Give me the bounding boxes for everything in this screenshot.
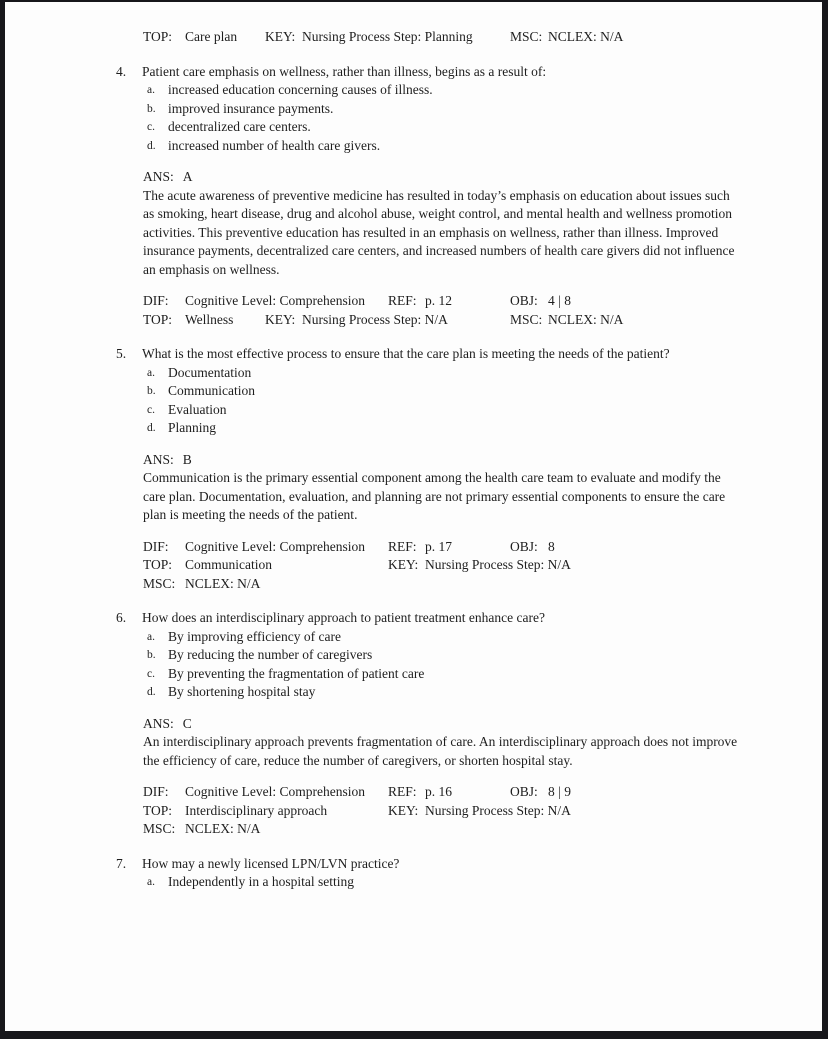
meta-value: p. 12 <box>425 293 452 308</box>
meta-label: KEY: <box>265 311 296 327</box>
answer-value: A <box>182 169 193 184</box>
meta-label: REF: <box>388 784 417 799</box>
answer-option <box>5 665 822 684</box>
answer-line <box>143 715 822 734</box>
answer-line <box>143 451 822 470</box>
option-letter: b. <box>147 385 156 397</box>
option-letter: d. <box>147 139 156 152</box>
question-7 <box>5 855 822 892</box>
meta-label: DIF: <box>143 538 169 554</box>
meta-label: REF: <box>388 293 417 308</box>
option-text: Evaluation <box>168 401 227 417</box>
option-text: Planning <box>168 420 217 435</box>
meta-value: Nursing Process Step: N/A <box>425 802 571 818</box>
option-text: By preventing the fragmentation of patient care <box>168 665 425 681</box>
meta-label: DIF: <box>143 293 169 308</box>
meta-value: 8 | 9 <box>548 784 571 799</box>
answer-option <box>5 137 822 156</box>
question-stem-row <box>5 63 822 82</box>
meta-label: DIF: <box>143 784 169 799</box>
meta-row <box>5 556 822 575</box>
question-4 <box>5 63 822 330</box>
answer-option <box>5 364 822 383</box>
meta-row <box>5 311 822 330</box>
option-text: improved insurance payments. <box>168 100 334 116</box>
option-text: Independently in a hospital setting <box>168 874 354 889</box>
option-letter: c. <box>147 121 155 133</box>
question-number: 6. <box>116 610 127 625</box>
meta-label: REF: <box>388 538 417 554</box>
option-letter: d. <box>147 686 156 698</box>
meta-value: Nursing Process Step: N/A <box>302 311 448 327</box>
meta-label: OBJ: <box>510 784 538 799</box>
meta-value: NCLEX: N/A <box>185 575 261 591</box>
meta-row <box>5 802 822 821</box>
answer-label: ANS: <box>143 715 174 731</box>
option-text: By shortening hospital stay <box>168 684 316 699</box>
option-text: decentralized care centers. <box>168 119 311 134</box>
meta-label: KEY: <box>388 557 419 572</box>
answer-option <box>5 419 822 438</box>
question-stem: What is the most effective process to ensure that the care plan is meeting the needs of the patient? <box>142 346 670 361</box>
meta-value: Care plan <box>185 29 238 44</box>
answer-option <box>5 100 822 119</box>
meta-label: TOP: <box>143 29 173 44</box>
option-letter: d. <box>147 422 156 434</box>
meta-value: 8 <box>548 538 555 554</box>
meta-label: OBJ: <box>510 293 538 308</box>
meta-label: KEY: <box>265 29 296 44</box>
question-number: 7. <box>116 855 127 871</box>
meta-row <box>5 575 822 594</box>
question-stem: How may a newly licensed LPN/LVN practice? <box>142 855 400 871</box>
meta-value: 4 | 8 <box>548 293 571 308</box>
question-number: 5. <box>116 346 127 361</box>
answer-option <box>5 382 822 401</box>
meta-block <box>5 783 822 839</box>
document-page <box>5 2 822 1031</box>
option-text: By improving efficiency of care <box>168 628 341 644</box>
answer-label: ANS: <box>143 169 174 184</box>
answer-value: B <box>182 451 192 467</box>
meta-block <box>5 538 822 594</box>
meta-value: Cognitive Level: Comprehension <box>185 538 365 554</box>
option-letter: a. <box>147 876 155 888</box>
meta-value: NCLEX: N/A <box>548 311 624 327</box>
meta-value: Communication <box>185 557 272 572</box>
meta-label: MSC: <box>510 311 543 327</box>
option-text: increased number of health care givers. <box>168 137 381 153</box>
answer-option <box>5 646 822 665</box>
meta-value: Wellness <box>185 311 234 327</box>
rationale-text: Communication is the primary essential component among the health care team to evaluate and modify the care plan. Documentation, evaluation, and planning are not primary essential components to ensure the care plan is meeting the needs of the patient. <box>143 470 726 522</box>
meta-block <box>5 292 822 329</box>
answer-option <box>5 683 822 702</box>
option-letter: c. <box>147 403 155 416</box>
meta-value: Interdisciplinary approach <box>185 802 328 818</box>
question-stem-row <box>5 855 822 874</box>
meta-value: NCLEX: N/A <box>185 821 261 836</box>
meta-value: Nursing Process Step: N/A <box>425 557 571 572</box>
meta-label: TOP: <box>143 557 173 572</box>
option-letter: b. <box>147 102 156 115</box>
option-letter: b. <box>147 649 156 661</box>
question-stem: How does an interdisciplinary approach to patient treatment enhance care? <box>142 610 545 625</box>
meta-row <box>5 783 822 802</box>
meta-value: Cognitive Level: Comprehension <box>185 293 365 308</box>
question-stem: Patient care emphasis on wellness, rather than illness, begins as a result of: <box>142 63 547 79</box>
answer-option <box>5 873 822 892</box>
meta-label: MSC: <box>510 29 543 44</box>
meta-value: Nursing Process Step: Planning <box>302 29 473 44</box>
question-stem-row <box>5 609 822 628</box>
meta-label: MSC: <box>143 575 176 591</box>
option-text: Communication <box>168 383 255 398</box>
meta-row <box>5 820 822 839</box>
option-text: increased education concerning causes of illness. <box>168 82 433 97</box>
meta-value: p. 16 <box>425 784 452 799</box>
meta-label: TOP: <box>143 311 173 327</box>
meta-label: KEY: <box>388 802 419 818</box>
option-letter: a. <box>147 84 155 96</box>
answer-option <box>5 81 822 100</box>
question-6 <box>5 609 822 839</box>
answer-option <box>5 118 822 137</box>
answer-line <box>143 168 822 187</box>
meta-value: p. 17 <box>425 538 452 554</box>
answer-option <box>5 628 822 647</box>
question-5 <box>5 345 822 593</box>
meta-value: Cognitive Level: Comprehension <box>185 784 365 799</box>
meta-label: OBJ: <box>510 538 538 554</box>
rationale-text: An interdisciplinary approach prevents fragmentation of care. An interdisciplinary approach does not improve the efficiency of care, reduce the number of caregivers, or shorten hospital stay. <box>143 734 738 768</box>
meta-label: TOP: <box>143 802 173 818</box>
question-number: 4. <box>116 63 127 79</box>
option-letter: a. <box>147 366 155 379</box>
meta-label: MSC: <box>143 821 176 836</box>
document-content <box>5 2 822 892</box>
meta-row <box>5 292 822 311</box>
option-text: By reducing the number of caregivers <box>168 647 373 662</box>
question-stem-row <box>5 345 822 364</box>
answer-option <box>5 401 822 420</box>
option-letter: a. <box>147 630 155 643</box>
option-letter: c. <box>147 667 155 680</box>
rationale-text: The acute awareness of preventive medicine has resulted in today’s emphasis on education about issues such as smoking, heart disease, drug and alcohol abuse, weight control, and mental health and wellness promotion activities. This preventive education has resulted in an emphasis on wellness, rather than illness. Improved insurance payments, decentralized care centers, and increased numbers of health care givers did not influence an emphasis on wellness. <box>143 187 735 277</box>
answer-value: C <box>182 715 192 731</box>
answer-label: ANS: <box>143 451 174 467</box>
option-text: Documentation <box>168 364 252 380</box>
meta-row <box>5 28 822 47</box>
meta-row <box>5 538 822 557</box>
meta-value: NCLEX: N/A <box>548 29 624 44</box>
